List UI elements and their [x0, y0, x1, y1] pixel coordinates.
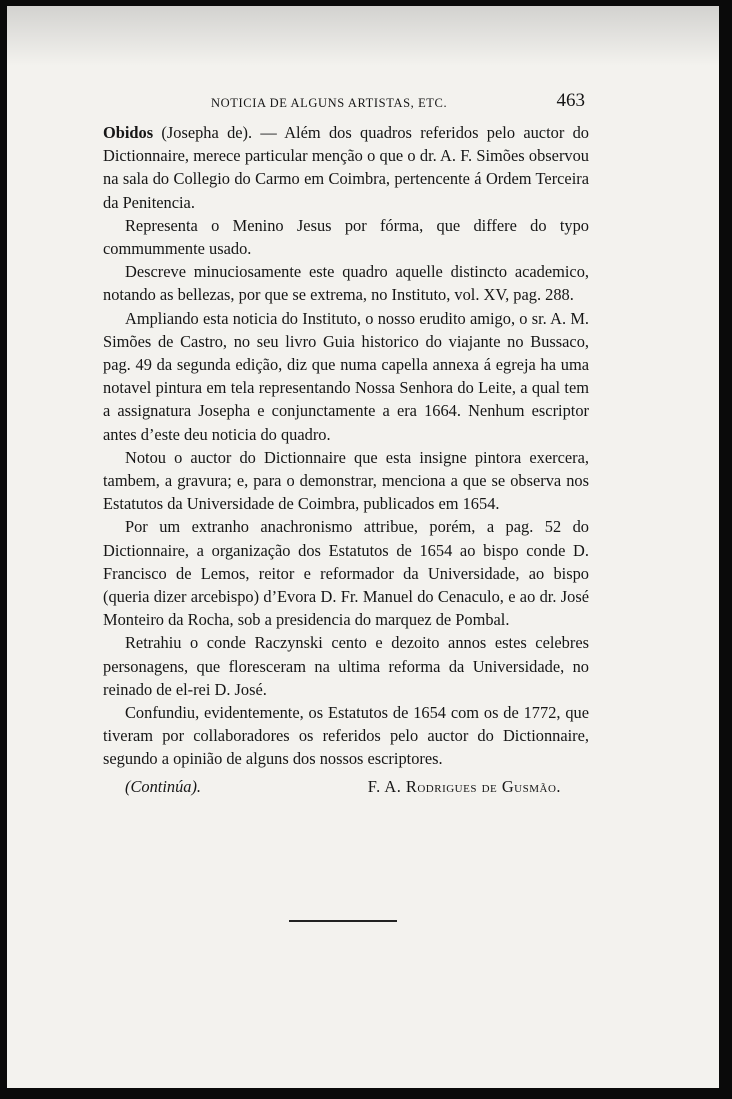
continuation-note: (Continúa). [125, 776, 202, 796]
article-body [103, 121, 589, 801]
paragraph: Retrahiu o conde Raczynski cento e dezoito annos estes celebres personagens, que floresceram na ultima reforma da Universidade, no reinado de el-rei D. José. [103, 633, 589, 699]
paragraph: Ampliando esta noticia do Instituto, o nosso erudito amigo, o sr. A. M. Simões de Castro, no seu livro Guia historico do viajante no Bussaco, pag. 49 da segunda edição, diz que numa capella annexa á egreja ha uma notavel pintura em tela representando Nossa Senhora do Leite, a qual tem a assignatura Josepha e conjunctamente a era 1664. Nenhum escriptor antes d’este deu noticia do quadro. [103, 308, 589, 444]
signature-line [103, 775, 589, 801]
paragraph: Descreve minuciosamente este quadro aquelle distincto academico, notando as bellezas, por que se extrema, no Instituto, vol. XV, pag. 288. [103, 262, 589, 305]
entry-heading: Obidos [103, 123, 154, 142]
page-number: 463 [556, 90, 585, 111]
paragraph: Notou o auctor do Dictionnaire que esta insigne pintora exercera, tambem, a gravura; e, para o demonstrar, menciona a que se observa nos Estatutos da Universidade de Coimbra, publicados em 1654. [103, 447, 589, 514]
paragraph: Por um extranho anachronismo attribue, porém, a pag. 52 do Dictionnaire, a organização dos Estatutos de 1654 ao bispo conde D. Francisco de Lemos, reitor e reformador da Universidade, ao bispo (queria dizer arcebispo) d’Evora D. Fr. Manuel do Cenaculo, e ao dr. José Monteiro da Rocha, sob a presidencia do marquez de Pombal. [103, 517, 589, 630]
end-rule [289, 920, 397, 922]
paragraph: Representa o Menino Jesus por fórma, que differe do typo commummente usado. [103, 215, 589, 259]
paragraph [103, 121, 589, 214]
scanned-page [7, 6, 719, 1088]
author-signature: F. A. Rodrigues de Gusmão. [367, 776, 561, 796]
paragraph: Confundiu, evidentemente, os Estatutos de 1654 com os de 1772, que tiveram por collaboradores os referidos pelo auctor do Dictionnaire, segundo a opinião de alguns dos nossos escriptores. [103, 703, 589, 769]
running-title: NOTICIA DE ALGUNS ARTISTAS, ETC. [211, 96, 448, 110]
paragraph-text: (Josepha de). — Além dos quadros referidos pelo auctor do Dictionnaire, merece particular menção o que o dr. A. F. Simões observou na sala do Collegio do Carmo em Coimbra, pertencente á Ordem Terceira da Penitencia. [103, 123, 589, 212]
